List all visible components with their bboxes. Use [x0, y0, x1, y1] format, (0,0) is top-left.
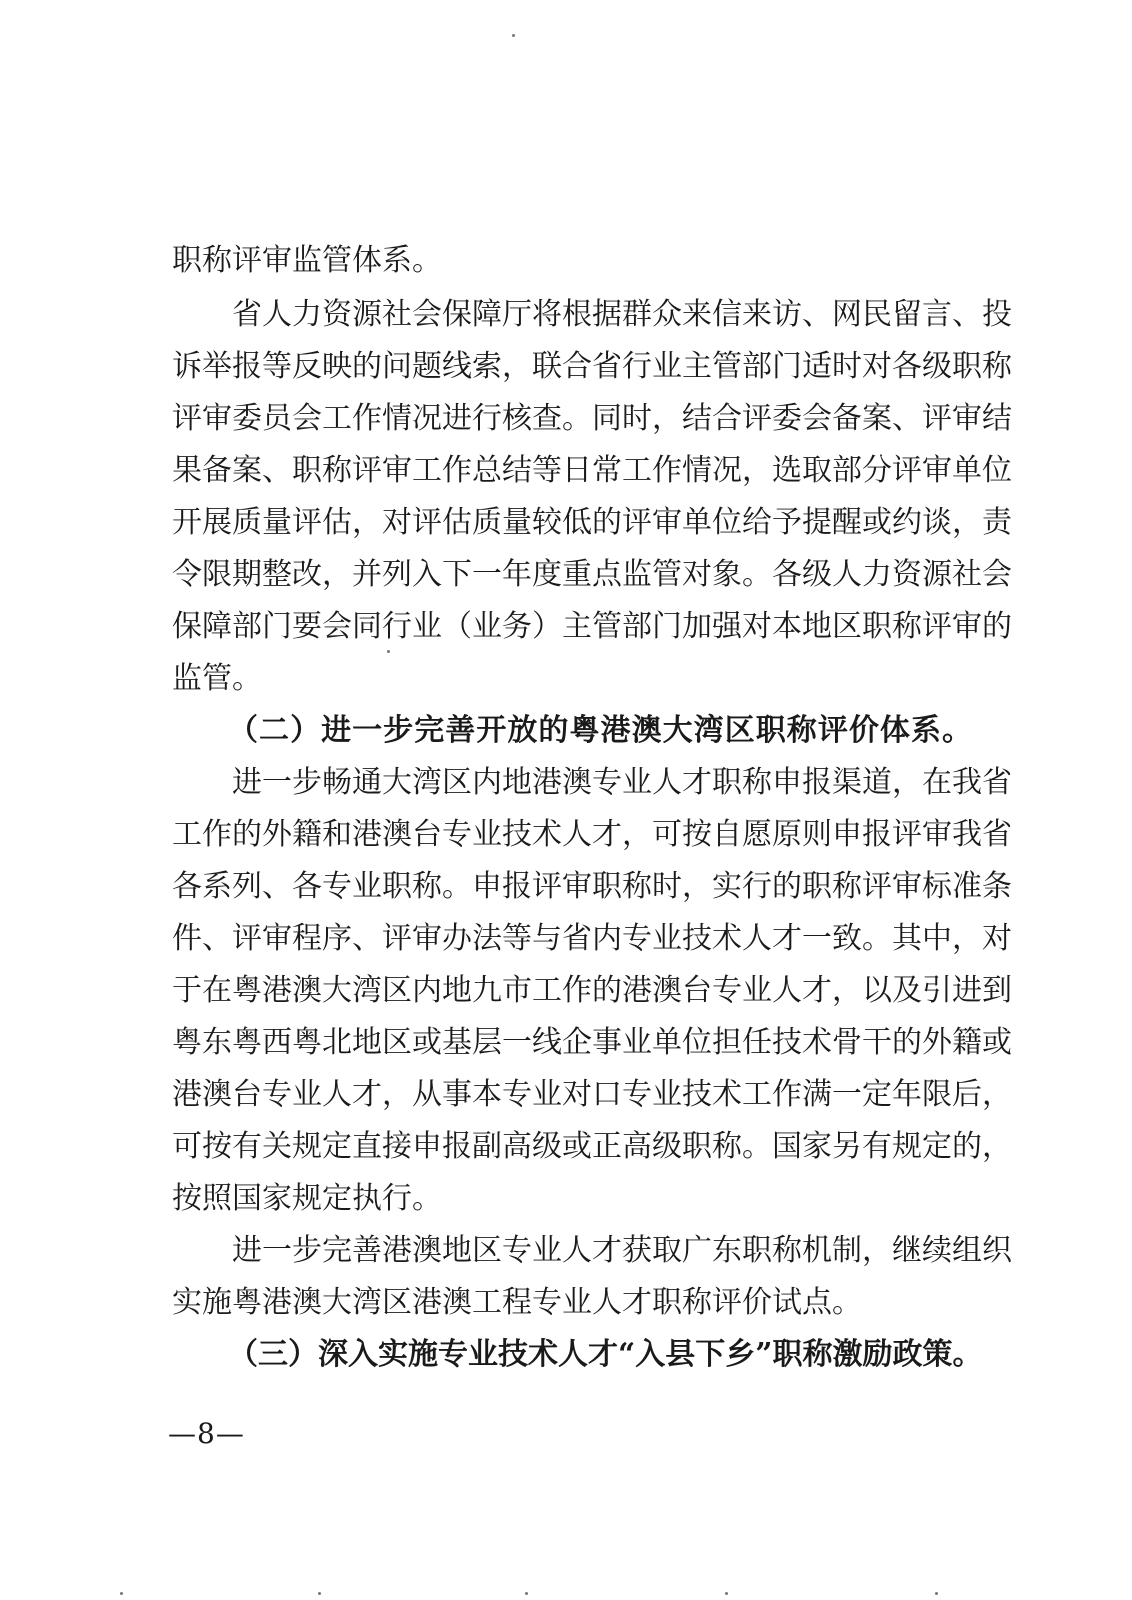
text-line: 评审委员会工作情况进行核查。同时，结合评委会备案、评审结: [172, 401, 1012, 436]
scan-speck: [935, 1592, 938, 1595]
text-line: 各系列、各专业职称。申报评审职称时，实行的职称评审标准条: [172, 869, 1012, 904]
text-line: 开展质量评估，对评估质量较低的评审单位给予提醒或约谈，责: [172, 505, 1012, 540]
text-line: 可按有关规定直接申报副高级或正高级职称。国家另有规定的，: [172, 1129, 1012, 1164]
paragraph-first-line: 省人力资源社会保障厅将根据群众来信来访、网民留言、投: [232, 297, 1012, 332]
paragraph-first-line: 进一步畅通大湾区内地港澳专业人才职称申报渠道，在我省: [232, 765, 1012, 800]
text-line: 按照国家规定执行。: [172, 1181, 442, 1216]
scan-speck: [387, 650, 390, 653]
text-line: 令限期整改，并列入下一年度重点监管对象。各级人力资源社会: [172, 557, 1012, 592]
scan-speck: [318, 1592, 321, 1595]
text-line: 保障部门要会同行业（业务）主管部门加强对本地区职称评审的: [172, 609, 1012, 644]
section-heading-3: （三）深入实施专业技术人才“入县下乡”职称激励政策。: [228, 1337, 983, 1372]
text-line: 诉举报等反映的问题线索，联合省行业主管部门适时对各级职称: [172, 349, 1012, 384]
paragraph-first-line: 进一步完善港澳地区专业人才获取广东职称机制，继续组织: [232, 1233, 1012, 1268]
section-heading-2: （二）进一步完善开放的粤港澳大湾区职称评价体系。: [228, 713, 972, 748]
text-line: 件、评审程序、评审办法等与省内专业技术人才一致。其中，对: [172, 921, 1012, 956]
text-line: 职称评审监管体系。: [172, 243, 442, 278]
text-line: 实施粤港澳大湾区港澳工程专业人才职称评价试点。: [172, 1285, 862, 1320]
text-line: 港澳台专业人才，从事本专业对口专业技术工作满一定年限后，: [172, 1077, 1012, 1112]
scan-speck: [525, 1592, 528, 1595]
scan-speck: [120, 1592, 123, 1595]
text-line: 于在粤港澳大湾区内地九市工作的港澳台专业人才，以及引进到: [172, 973, 1012, 1008]
scan-speck: [512, 34, 515, 37]
text-line: 果备案、职称评审工作总结等日常工作情况，选取部分评审单位: [172, 453, 1012, 488]
text-line: 粤东粤西粤北地区或基层一线企事业单位担任技术骨干的外籍或: [172, 1025, 1012, 1060]
text-line: 监管。: [172, 661, 262, 696]
scan-speck: [725, 1592, 728, 1595]
page-number: —8—: [168, 1417, 245, 1450]
text-line: 工作的外籍和港澳台专业技术人才，可按自愿原则申报评审我省: [172, 817, 1012, 852]
